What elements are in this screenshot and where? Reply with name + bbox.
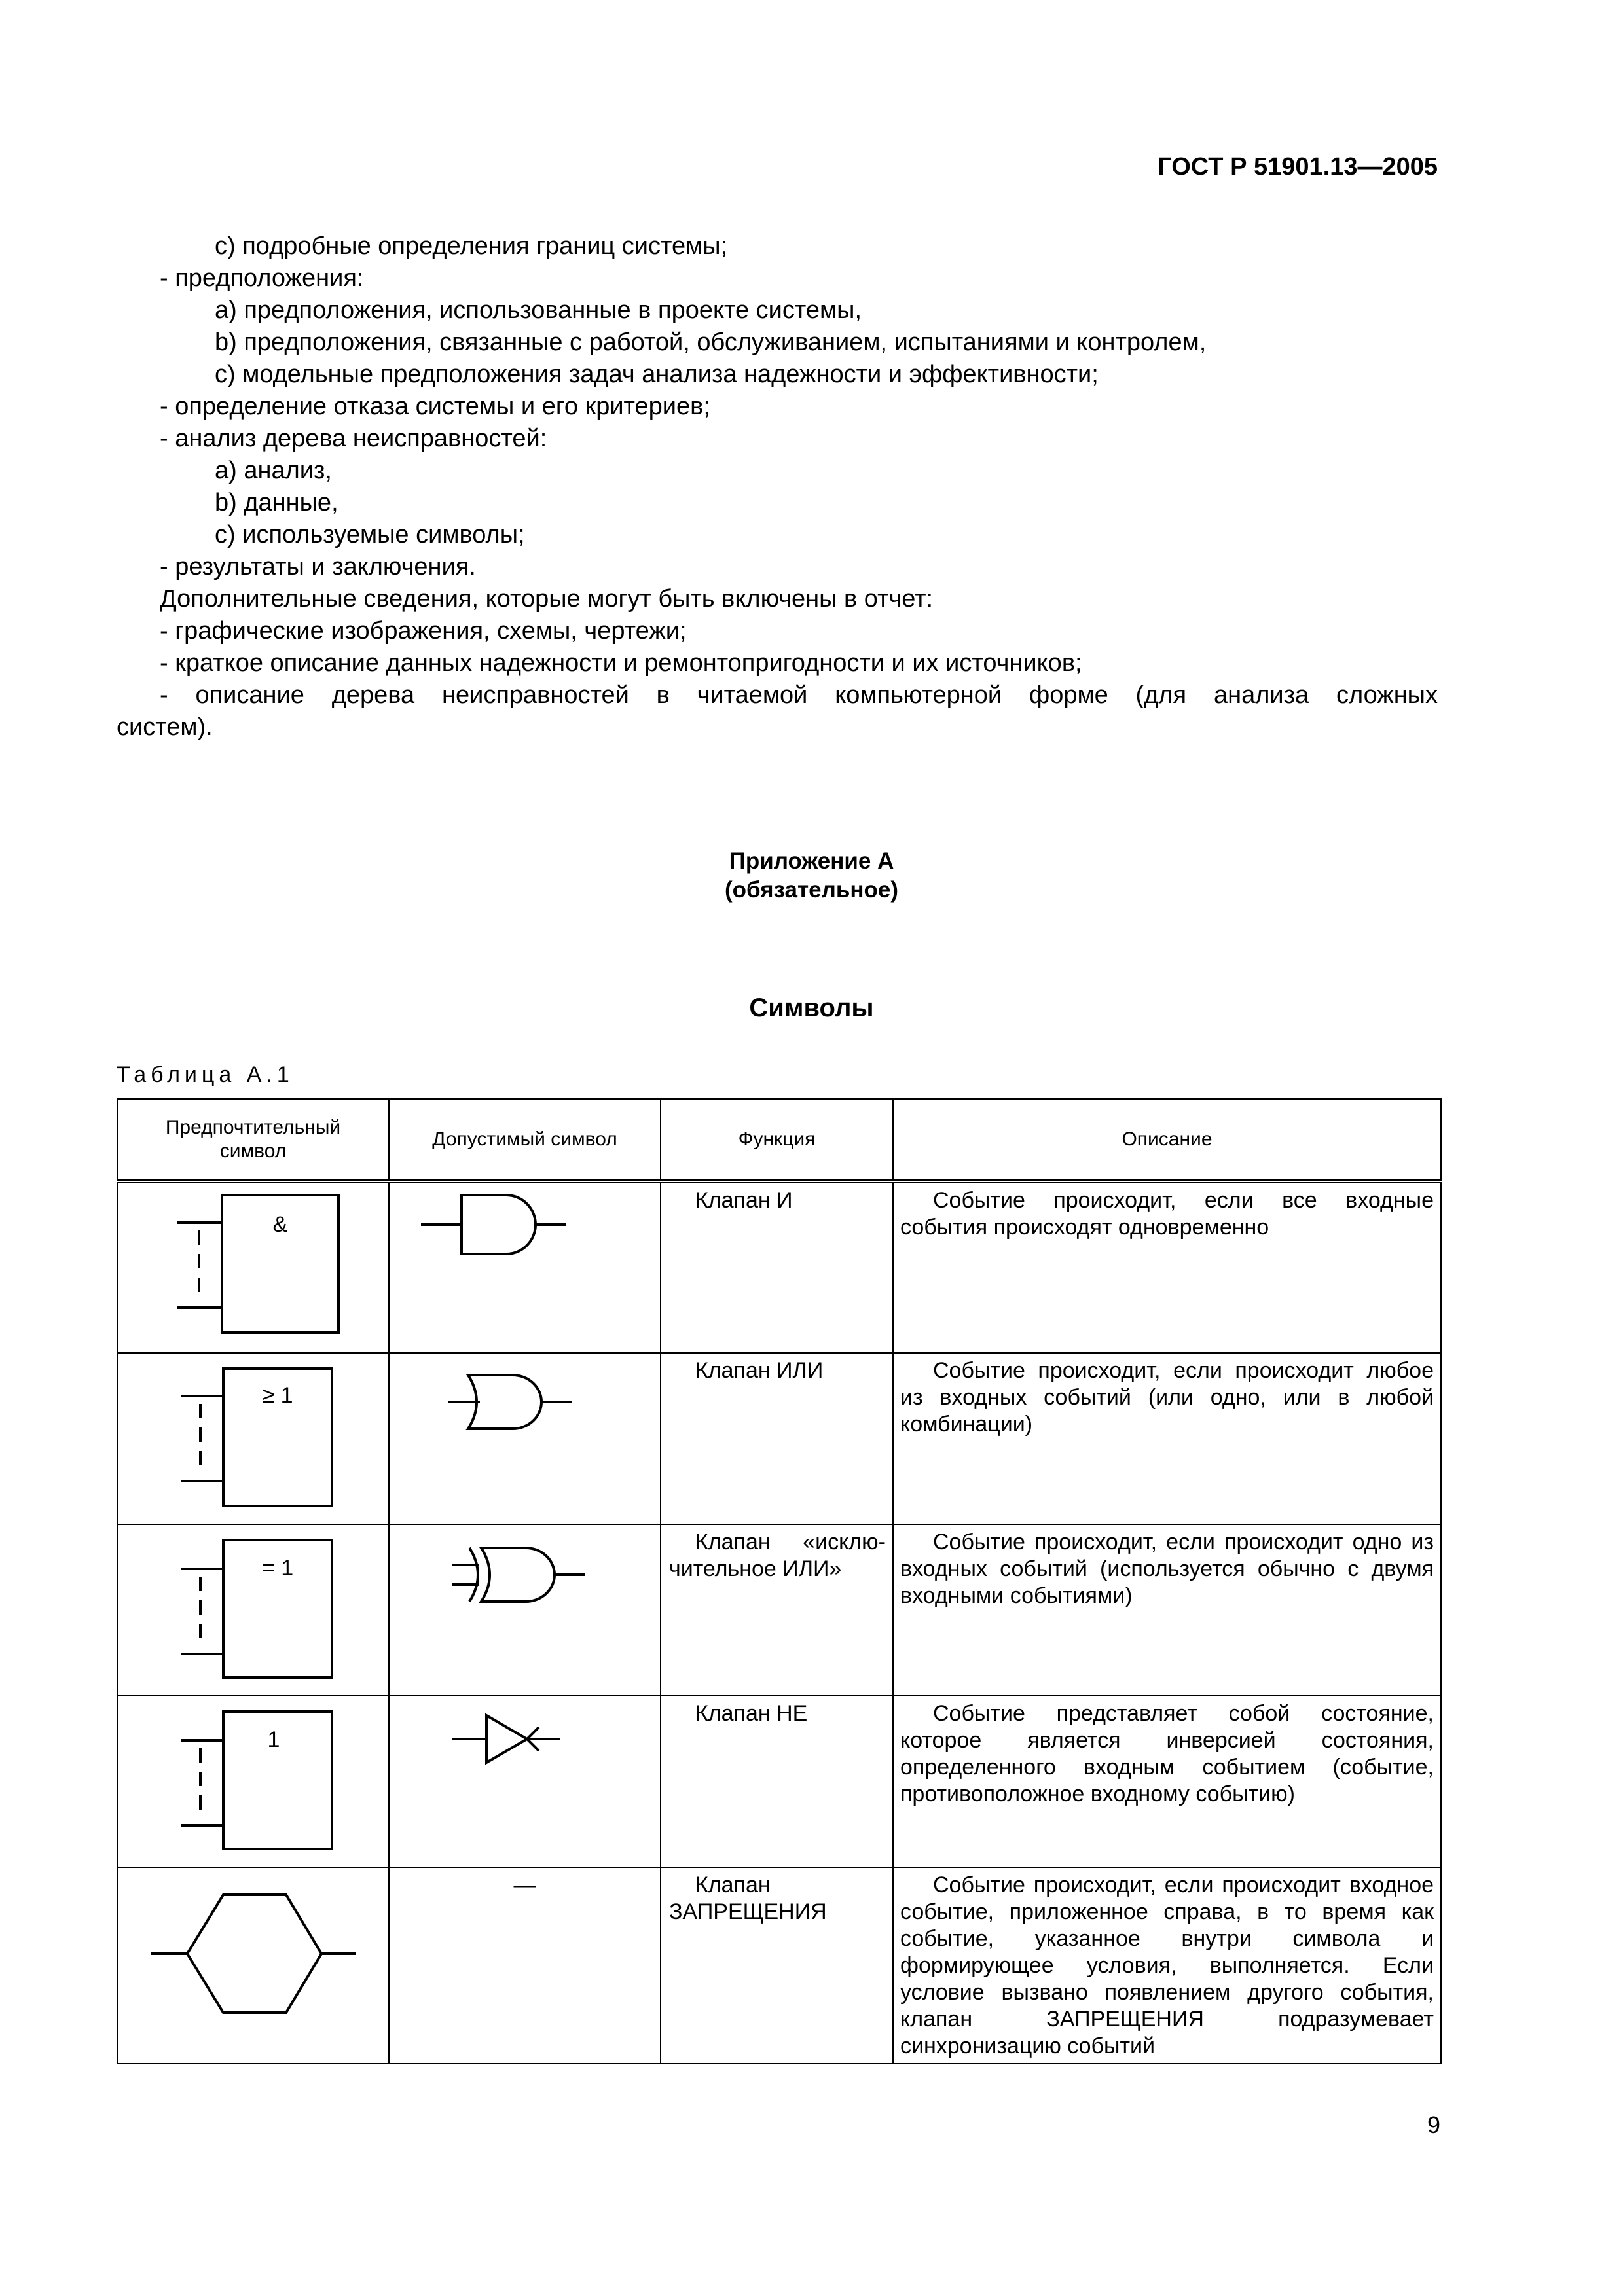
- preferred-symbol-xor: [117, 1524, 389, 1696]
- appendix-title: Приложение А: [729, 848, 894, 874]
- preferred-symbol-and: [117, 1181, 389, 1353]
- function-cell: [661, 1353, 893, 1524]
- body-line: с) используемые символы;: [215, 521, 525, 548]
- table-row: [117, 1696, 1441, 1867]
- xor-box-symbol: [118, 1526, 387, 1695]
- body-line: - предположения:: [160, 264, 364, 292]
- body-line: Дополнительные сведения, которые могут быть включены в отчет:: [160, 585, 934, 613]
- table-row: [117, 1867, 1441, 2064]
- body-line: b) предположения, связанные с работой, обслуживанием, испытаниями и контролем,: [215, 329, 1207, 356]
- appendix-status: (обязательное): [724, 877, 898, 903]
- preferred-symbol-inhibit: [117, 1867, 389, 2064]
- description-first: Событие происходит, если все входные: [933, 1188, 1434, 1213]
- description-cell: [893, 1524, 1441, 1696]
- or-gate-icon: [390, 1354, 659, 1523]
- body-line: с) подробные определения границ системы;: [215, 232, 728, 260]
- description-first: Событие представляет собой состояние,: [933, 1701, 1434, 1726]
- hexagon-icon: [118, 1869, 387, 2062]
- description-cell: [893, 1353, 1441, 1524]
- body-line: а) анализ,: [215, 457, 332, 484]
- gate-label: ≥ 1: [262, 1383, 293, 1408]
- description-cell: [893, 1867, 1441, 2064]
- header-allowed: Допустимый символ: [389, 1099, 661, 1181]
- body-line: - определение отказа системы и его критериев;: [160, 393, 710, 420]
- header-function: Функция: [661, 1099, 893, 1181]
- section-title: Символы: [749, 994, 874, 1022]
- function-name: Клапан «исклю-: [695, 1530, 886, 1554]
- page-number: 9: [1427, 2111, 1440, 2138]
- table-header-row: [117, 1099, 1441, 1181]
- table-row: [117, 1353, 1441, 1524]
- allowed-symbol-and: [389, 1181, 661, 1353]
- preferred-symbol-or: [117, 1353, 389, 1524]
- and-gate-icon: [390, 1183, 659, 1352]
- document-header: ГОСТ Р 51901.13—2005: [1158, 153, 1438, 181]
- gate-label: 1: [267, 1727, 280, 1752]
- body-line: - графические изображения, схемы, чертежи;: [160, 617, 687, 645]
- allowed-symbol-inhibit: [389, 1867, 661, 2064]
- allowed-symbol-or: [389, 1353, 661, 1524]
- not-box-symbol: [118, 1697, 387, 1866]
- table-row: [117, 1181, 1441, 1353]
- description-rest: из входных событий (используется обычно с двумя входными событиями): [900, 1530, 1434, 1608]
- and-box-symbol: [118, 1183, 387, 1352]
- function-cell: [661, 1867, 893, 2064]
- function-cell: [661, 1181, 893, 1353]
- description-rest: входное событие, приложенное справа, в то время как событие, указанное внутри символа и формирующее условия, выполняется. Если условие вызвано появлением другого события, клапан ЗАПРЕЩЕНИЯ подразумевает синхронизацию событий: [900, 1873, 1434, 2058]
- body-line: b) данные,: [215, 489, 338, 516]
- table-row: [117, 1524, 1441, 1696]
- allowed-symbol-not: [389, 1696, 661, 1867]
- body-text: [117, 230, 1438, 744]
- header-preferred: Предпочтительный символ: [117, 1099, 389, 1181]
- function-name-cont: ЗАПРЕЩЕНИЯ: [669, 1899, 827, 1924]
- description-rest: которое является инверсией состояния, определенного входным событием (событие, противоположное входному событию): [900, 1728, 1434, 1806]
- body-line: а) предположения, использованные в проекте системы,: [215, 296, 862, 324]
- header-description: Описание: [893, 1099, 1441, 1181]
- description-rest: события происходят одновременно: [900, 1215, 1269, 1240]
- body-line: - результаты и заключения.: [160, 553, 476, 581]
- body-line: - описание дерева неисправностей в читаемой компьютерной форме (для анализа сложных: [160, 681, 1438, 709]
- no-symbol-dash: —: [513, 1873, 536, 1897]
- description-first: Событие происходит, если происходит: [933, 1358, 1354, 1383]
- function-name: Клапан НЕ: [695, 1701, 808, 1726]
- body-line: систем).: [117, 713, 213, 741]
- or-box-symbol: [118, 1354, 387, 1523]
- appendix-heading: [0, 847, 1623, 905]
- gate-label: &: [272, 1212, 288, 1237]
- function-name: Клапан ИЛИ: [695, 1358, 824, 1383]
- function-cell: [661, 1696, 893, 1867]
- body-line: - краткое описание данных надежности и ремонтопригодности и их источников;: [160, 649, 1082, 677]
- preferred-symbol-not: [117, 1696, 389, 1867]
- not-gate-icon: [390, 1697, 659, 1866]
- description-first: Событие происходит, если происходит: [933, 1873, 1341, 1897]
- function-name: Клапан И: [695, 1188, 793, 1213]
- body-line: с) модельные предположения задач анализа надежности и эффективности;: [215, 361, 1099, 388]
- function-name: Клапан: [695, 1873, 771, 1897]
- body-line: - анализ дерева неисправностей:: [160, 425, 547, 452]
- function-name-cont: чительное ИЛИ»: [669, 1556, 842, 1581]
- description-cell: [893, 1181, 1441, 1353]
- allowed-symbol-xor: [389, 1524, 661, 1696]
- gate-label: = 1: [261, 1556, 294, 1581]
- table-caption: Таблица А.1: [117, 1062, 294, 1087]
- function-cell: [661, 1524, 893, 1696]
- description-first: Событие происходит, если происходит одно: [933, 1530, 1402, 1554]
- description-cell: [893, 1696, 1441, 1867]
- xor-gate-icon: [390, 1526, 659, 1695]
- symbols-table: [117, 1098, 1442, 2064]
- description-rest: любое из входных событий (или одно, или в любой комбинации): [900, 1358, 1434, 1437]
